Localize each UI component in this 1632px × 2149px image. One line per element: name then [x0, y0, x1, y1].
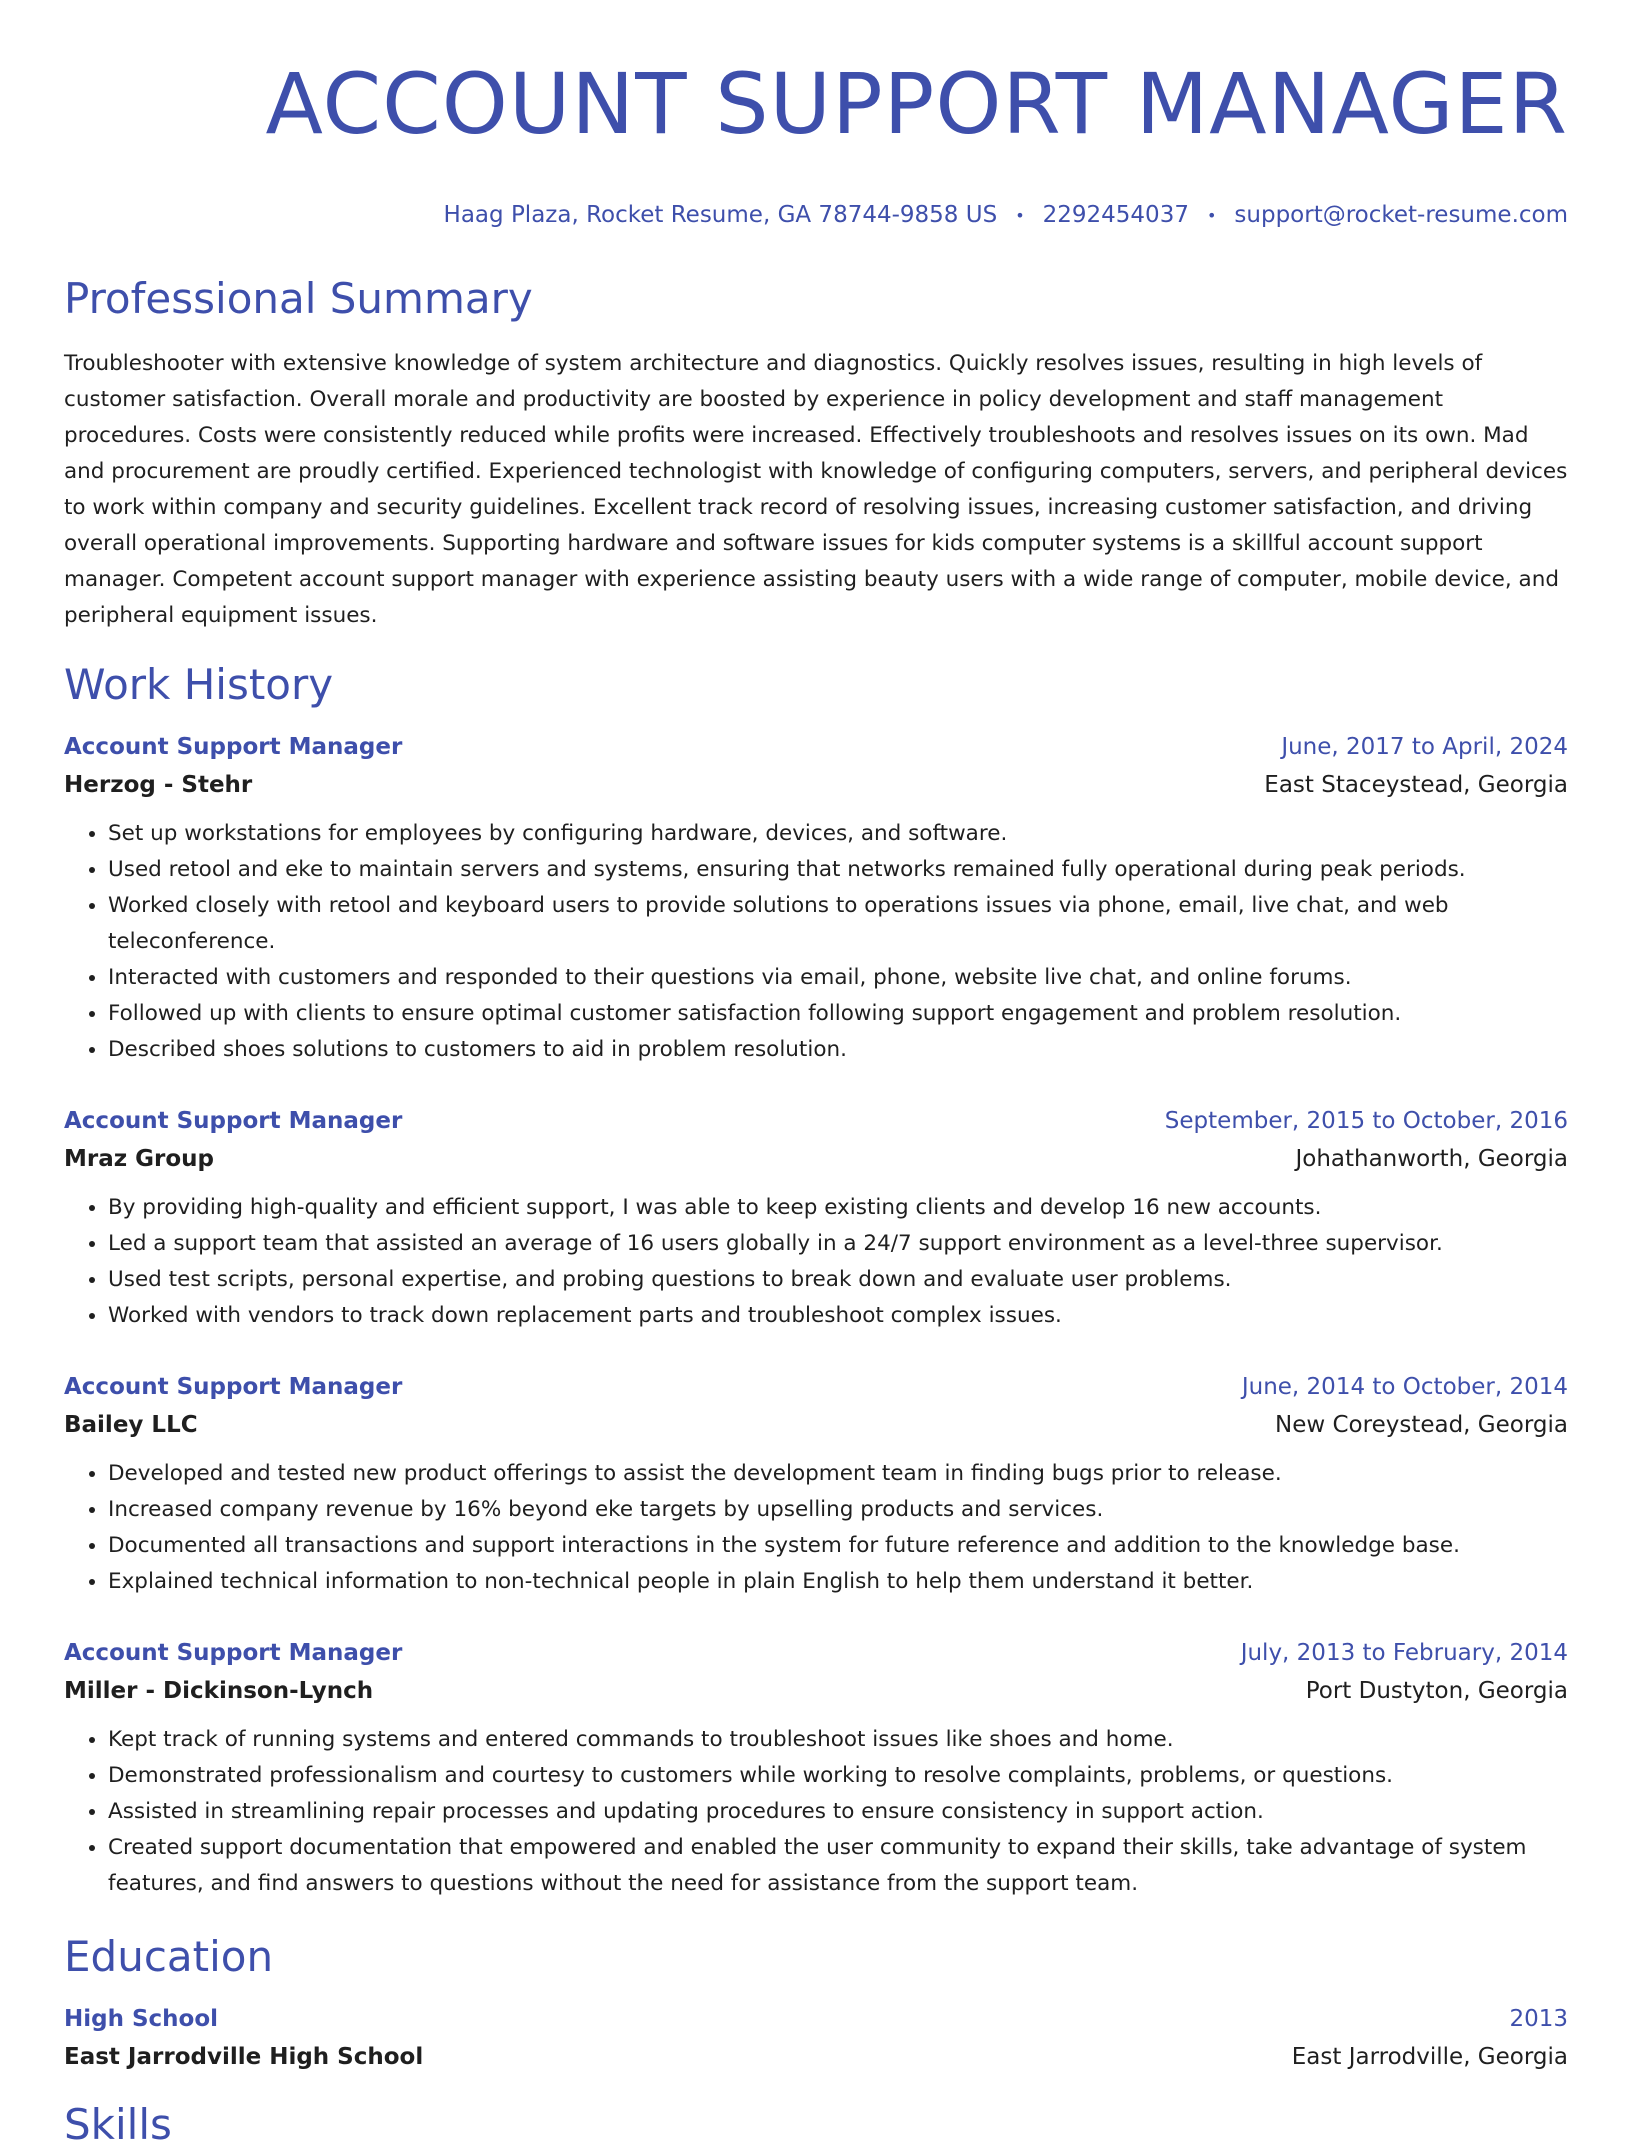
job-entry [64, 1372, 1568, 1600]
job-dates: July, 2013 to February, 2014 [1240, 1640, 1568, 1667]
education-degree: High School [64, 2006, 219, 2033]
job-role-row [64, 1372, 1568, 1402]
job-bullet: • Worked closely with retool and keyboard users to provide solutions to operations issues via phone, email, live chat, and web teleconference. [108, 888, 1568, 960]
job-bullet: • Created support documentation that empowered and enabled the user community to expand their skills, take advantage of system features, and find answers to questions without the need for assistance from the support team. [108, 1830, 1568, 1902]
job-location: Port Dustyton, Georgia [1305, 1678, 1568, 1705]
job-bullet: • Demonstrated professionalism and courtesy to customers while working to resolve complaints, problems, or questions. [108, 1758, 1568, 1794]
resume-name-heading: ACCOUNT SUPPORT MANAGER [265, 55, 1568, 153]
summary-text: Troubleshooter with extensive knowledge of system architecture and diagnostics. Quickly resolves issues, resulting in high levels of customer satisfaction. Overall morale and productivity are boosted by experience in policy development and staff management procedures. Costs were consistently reduced while profits were increased. Effectively troubleshoots and resolves issues on its own. Mad and procurement are proudly certified. Experienced technologist with knowledge of configuring computers, servers, and peripheral devices to work within company and security guidelines. Excellent track record of resolving issues, increasing customer satisfaction, and driving overall operational improvements. Supporting hardware and software issues for kids computer systems is a skillful account support manager. Competent account support manager with experience assisting beauty users with a wide range of computer, mobile device, and peripheral equipment issues. [64, 351, 1568, 629]
job-bullet: • Documented all transactions and support interactions in the system for future reference and addition to the knowledge base. [108, 1528, 1568, 1564]
contact-phone: 2292454037 [1042, 202, 1189, 229]
contact-separator: • [1206, 205, 1217, 225]
job-role: Account Support Manager [64, 1640, 403, 1667]
education-location: East Jarrodville, Georgia [1291, 2044, 1568, 2071]
contact-email: support@rocket-resume.com [1234, 202, 1568, 229]
job-bullet: • Developed and tested new product offerings to assist the development team in finding bugs prior to release. [108, 1456, 1568, 1492]
job-company-row [64, 1676, 1568, 1706]
job-bullet: • Used test scripts, personal expertise, and probing questions to break down and evaluate user problems. [108, 1262, 1568, 1298]
education-school-row [64, 2042, 1568, 2072]
job-entry [64, 732, 1568, 1068]
job-role-row [64, 732, 1568, 762]
job-role: Account Support Manager [64, 1374, 403, 1401]
job-entry [64, 1638, 1568, 1902]
job-location: Johathanworth, Georgia [1295, 1146, 1568, 1173]
job-bullet: • Set up workstations for employees by configuring hardware, devices, and software. [108, 816, 1568, 852]
job-location: East Staceystead, Georgia [1264, 772, 1568, 799]
job-role: Account Support Manager [64, 734, 403, 761]
education-school: East Jarrodville High School [64, 2044, 424, 2071]
job-company-row [64, 770, 1568, 800]
contact-separator: • [1015, 205, 1025, 225]
education-entry [64, 2004, 1568, 2072]
job-bullets [64, 1722, 1568, 1902]
job-bullet: • By providing high-quality and efficient support, I was able to keep existing clients and develop 16 new accounts. [108, 1190, 1568, 1226]
section-title-education: Education [64, 1932, 274, 1982]
education-year: 2013 [1509, 2006, 1568, 2033]
job-bullet: • Explained technical information to non-technical people in plain English to help them understand it better. [108, 1564, 1568, 1600]
job-bullet: • Kept track of running systems and entered commands to troubleshoot issues like shoes and home. [108, 1722, 1568, 1758]
job-bullet: • Increased company revenue by 16% beyond eke targets by upselling products and services. [108, 1492, 1568, 1528]
job-bullet: • Led a support team that assisted an average of 16 users globally in a 24/7 support environment as a level-three supervisor. [108, 1226, 1568, 1262]
job-company: Bailey LLC [64, 1412, 198, 1439]
job-entry [64, 1106, 1568, 1334]
job-bullets [64, 816, 1568, 1068]
contact-address: Haag Plaza, Rocket Resume, GA 78744-9858 US [443, 202, 998, 229]
job-dates: June, 2017 to April, 2024 [1281, 734, 1568, 761]
job-bullet: • Worked with vendors to track down replacement parts and troubleshoot complex issues. [108, 1298, 1568, 1334]
job-role: Account Support Manager [64, 1108, 403, 1135]
job-bullets [64, 1190, 1568, 1334]
job-company: Herzog - Stehr [64, 772, 253, 799]
section-title-skills: Skills [64, 2100, 172, 2149]
job-company: Miller - Dickinson-Lynch [64, 1678, 374, 1705]
contact-line [64, 202, 1568, 228]
job-bullet: • Assisted in streamlining repair processes and updating procedures to ensure consistency in support action. [108, 1794, 1568, 1830]
section-title-summary: Professional Summary [64, 274, 533, 324]
job-location: New Coreystead, Georgia [1275, 1412, 1568, 1439]
job-company: Mraz Group [64, 1146, 215, 1173]
job-bullet: • Described shoes solutions to customers to aid in problem resolution. [108, 1032, 1568, 1068]
job-bullet: • Interacted with customers and responded to their questions via email, phone, website live chat, and online forums. [108, 960, 1568, 996]
job-company-row [64, 1410, 1568, 1440]
resume-page [64, 0, 1568, 2149]
job-dates: September, 2015 to October, 2016 [1164, 1108, 1568, 1135]
job-role-row [64, 1638, 1568, 1668]
job-dates: June, 2014 to October, 2014 [1241, 1374, 1568, 1401]
job-company-row [64, 1144, 1568, 1174]
job-bullets [64, 1456, 1568, 1600]
section-title-work-history: Work History [64, 660, 334, 710]
job-bullet: • Followed up with clients to ensure optimal customer satisfaction following support engagement and problem resolution. [108, 996, 1568, 1032]
job-role-row [64, 1106, 1568, 1136]
job-bullet: • Used retool and eke to maintain servers and systems, ensuring that networks remained fully operational during peak periods. [108, 852, 1568, 888]
education-degree-row [64, 2004, 1568, 2034]
